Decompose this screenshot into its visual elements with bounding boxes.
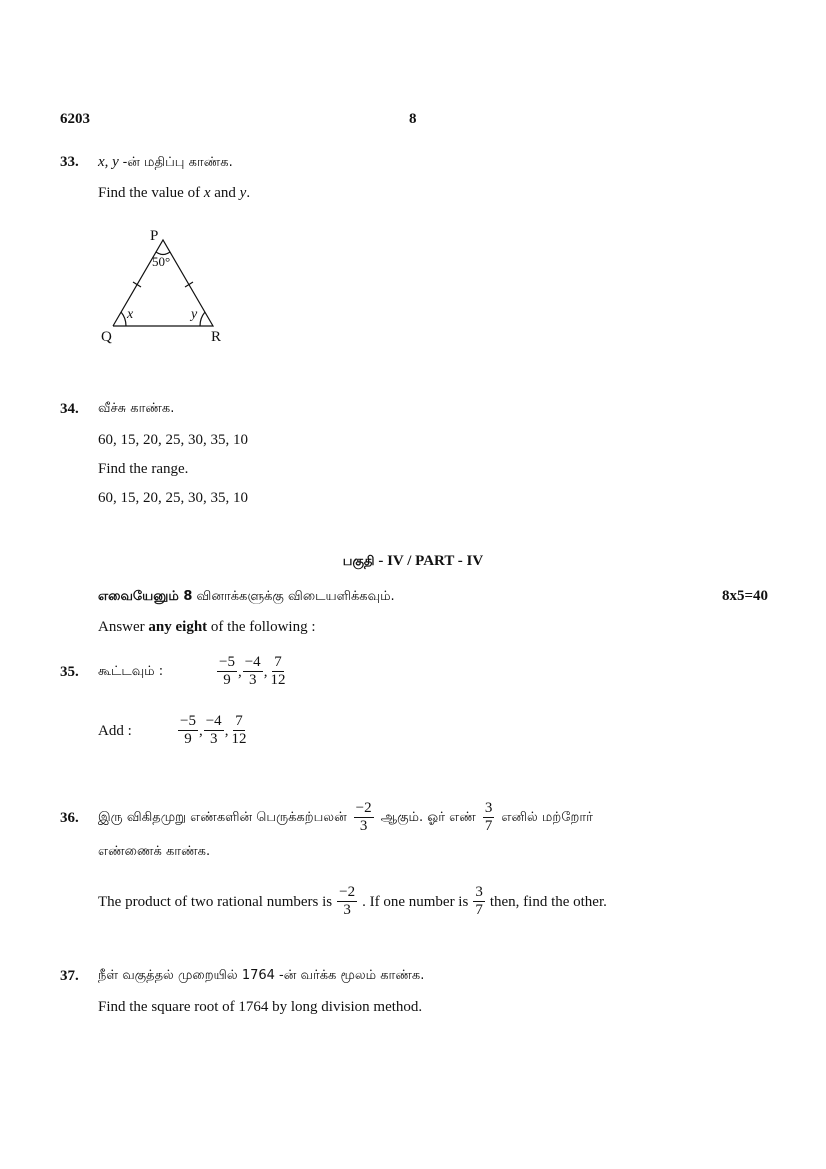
denominator: 3 [343, 902, 351, 918]
tamil-text: வினாக்களுக்கு விடையளிக்கவும். [192, 589, 395, 604]
text: - IV / PART - IV [374, 553, 484, 569]
question-36-tamil [98, 800, 593, 835]
tamil-text: -ன் மதிப்பு காண்க. [122, 155, 233, 170]
angle-arc-q [121, 312, 126, 326]
question-33-tamil [98, 153, 233, 172]
numerator: 7 [274, 654, 282, 670]
fraction-list [216, 654, 288, 689]
comma: , [263, 663, 268, 680]
angle-arc-r [200, 312, 205, 326]
question-number: 36. [60, 810, 79, 826]
denominator: 12 [270, 672, 286, 688]
bold-text: any eight [148, 619, 208, 635]
question-34-tamil: வீச்சு காண்க. [98, 401, 175, 416]
equal-tick-pr [185, 282, 193, 287]
variables: x, y [98, 154, 119, 170]
tamil-text: இரு விகிதமுறு எண்களின் பெருக்கற்பலன் [98, 809, 347, 825]
text: then, find the other. [489, 893, 607, 910]
tamil-text: எனில் மற்றோர் [501, 809, 593, 825]
question-37-tamil: நீள் வகுத்தல் முறையில் 1764 -ன் வர்க்க மூலம் காண்க. [98, 968, 425, 983]
numerator: 7 [235, 713, 243, 729]
equal-tick-pq [133, 282, 141, 287]
denominator: 12 [231, 731, 247, 747]
question-34-english: Find the range. [98, 461, 189, 477]
angle-p-label: 50° [152, 254, 171, 269]
denominator: 9 [184, 731, 192, 747]
comma: , [237, 663, 242, 680]
comma: , [224, 722, 229, 739]
fraction [354, 800, 374, 835]
fraction [204, 713, 224, 748]
question-34-data: 60, 15, 20, 25, 30, 35, 10 [98, 432, 248, 448]
fraction-list [177, 713, 249, 748]
question-33-english [98, 184, 250, 202]
numerator: 3 [475, 884, 483, 900]
text: . If one number is [362, 893, 469, 910]
text: . [246, 185, 251, 201]
tamil-text: ஆகும். ஓர் எண் [380, 809, 476, 825]
fraction [229, 713, 248, 748]
question-35-tamil: கூட்டவும் : [98, 664, 164, 679]
comma: , [198, 722, 203, 739]
text: The product of two rational numbers is [98, 893, 333, 910]
question-number: 33. [60, 154, 79, 170]
fraction [178, 713, 198, 748]
part-instruction-english [98, 618, 316, 636]
paper-code: 6203 [60, 111, 90, 127]
denominator: 7 [475, 902, 483, 918]
vertex-r-label: R [211, 329, 222, 345]
marks-label: 8x5=40 [721, 588, 768, 604]
fraction [337, 884, 357, 919]
vertex-p-label: P [150, 228, 159, 244]
fraction [268, 654, 287, 689]
fraction [473, 884, 485, 919]
question-37-english: Find the square root of 1764 by long division method. [98, 999, 423, 1015]
tamil-text: பகுதி [342, 554, 375, 569]
var-y: y [239, 185, 247, 201]
numerator: −2 [339, 884, 356, 900]
bold-text: எவையேனும் 8 [98, 589, 193, 604]
var-x: x [203, 185, 211, 201]
fraction [217, 654, 237, 689]
text: Find the value of [98, 185, 204, 201]
denominator: 3 [248, 672, 257, 688]
denominator: 9 [223, 672, 231, 688]
part-heading [0, 552, 826, 571]
numerator: −5 [180, 713, 196, 729]
question-35-english: Add : [98, 723, 132, 739]
numerator: −4 [205, 713, 222, 729]
numerator: −5 [219, 654, 235, 670]
question-number: 37. [60, 968, 79, 984]
numerator: −4 [244, 654, 261, 670]
part-instruction-tamil [98, 587, 395, 606]
numerator: −2 [355, 800, 372, 816]
text: Answer [98, 619, 149, 635]
text: and [210, 185, 240, 201]
question-36-english [98, 884, 607, 919]
question-number: 34. [60, 401, 79, 417]
numerator: 3 [484, 800, 493, 816]
question-34-data: 60, 15, 20, 25, 30, 35, 10 [98, 490, 248, 506]
fraction [243, 654, 263, 689]
denominator: 7 [484, 818, 493, 834]
page-number: 8 [409, 111, 417, 127]
angle-q-label: x [127, 307, 134, 322]
fraction [483, 800, 495, 835]
vertex-q-label: Q [101, 329, 112, 345]
angle-r-label: y [191, 307, 198, 322]
text: of the following : [207, 619, 316, 635]
denominator: 3 [209, 731, 218, 747]
question-number: 35. [60, 664, 79, 680]
denominator: 3 [359, 818, 368, 834]
question-36-tamil-cont: எண்ணைக் காண்க. [98, 844, 211, 859]
